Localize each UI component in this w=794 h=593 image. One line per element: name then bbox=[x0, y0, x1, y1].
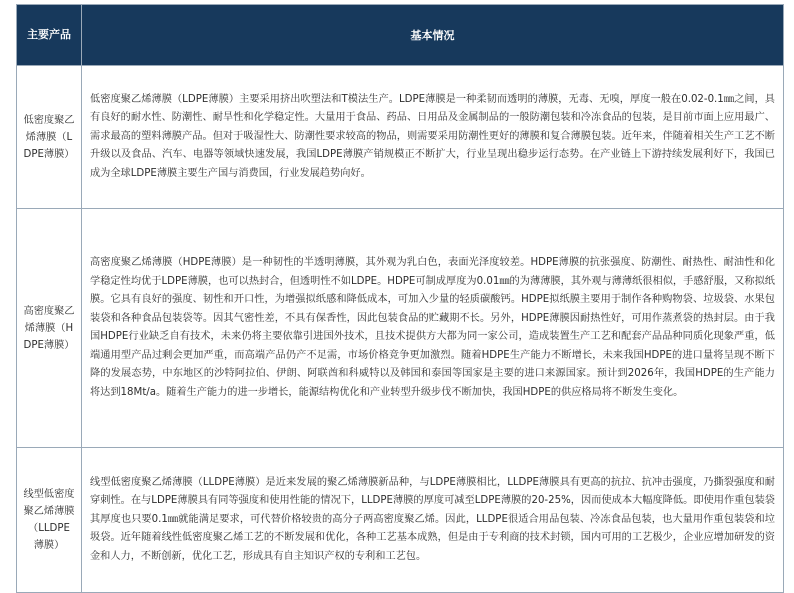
table-header-row bbox=[17, 5, 784, 66]
product-overview-table bbox=[16, 4, 784, 593]
product-name-ldpe: 低密度聚乙烯薄膜（LDPE薄膜） bbox=[17, 66, 82, 209]
product-description-hdpe: 高密度聚乙烯薄膜（HDPE薄膜）是一种韧性的半透明薄膜，其外观为乳白色，表面光泽度较差。HDPE薄膜的抗张强度、防潮性、耐热性、耐油性和化学稳定性均优于LDPE薄膜，也可以热封合，但透明性不如LDPE。HDPE可制成厚度为0.01㎜的为薄薄膜，其外观与薄薄纸很相似，手感舒服，又称拟纸膜。它具有良好的强度、韧性和开口性，为增强拟纸感和降低成本，可加入少量的轻质碳酸钙。HDPE拟纸膜主要用于制作各种购物袋、垃圾袋、水果包装袋和各种食品包装袋等。因其气密性差，不具有保香性，因此包装食品的贮藏期不长。另外，HDPE薄膜因耐热性好，可用作蒸煮袋的热封层。由于我国HDPE行业缺乏自有技术，未来仍将主要依靠引进国外技术，且技术提供方大都为同一家公司，造成装置生产工艺和配套产品品种同质化现象严重，低端通用型产品过剩会更加严重，而高端产品仍产不足需，市场价格竞争更加激烈。随着HDPE生产能力不断增长，未来我国HDPE的进口量将呈现不断下降的发展态势，中东地区的沙特阿拉伯、伊朗、阿联酋和科威特以及韩国和泰国等国家是主要的进口来源国家。预计到2026年，我国HDPE的生产能力将达到18Mt/a。随着生产能力的进一步增长，能源结构优化和产业转型升级步伐不断加快，我国HDPE的供应格局将不断发生变化。 bbox=[82, 209, 784, 448]
table-row-lldpe bbox=[17, 448, 784, 593]
product-name-hdpe: 高密度聚乙烯薄膜（HDPE薄膜） bbox=[17, 209, 82, 448]
product-name-lldpe: 线型低密度聚乙烯薄膜（LLDPE薄膜） bbox=[17, 448, 82, 593]
product-description-ldpe: 低密度聚乙烯薄膜（LDPE薄膜）主要采用挤出吹塑法和T模法生产。LDPE薄膜是一种柔韧而透明的薄膜，无毒、无嗅，厚度一般在0.02-0.1㎜之间，具有良好的耐水性、防潮性、耐旱性和化学稳定性。大量用于食品、药品、日用品及金属制品的一般防潮包装和冷冻食品的包装，是目前市面上应用最广、需求最高的塑料薄膜产品。但对于吸湿性大、防潮性要求较高的物品，则需要采用防潮性更好的薄膜和复合薄膜包装。近年来，伴随着相关生产工艺不断升级以及食品、汽车、电器等领域快速发展，我国LDPE薄膜产销规模正不断扩大，行业呈现出稳步运行态势。在产业链上下游持续发展利好下，我国已成为全球LDPE薄膜主要生产国与消费国，行业发展趋势向好。 bbox=[82, 66, 784, 209]
table-row-ldpe bbox=[17, 66, 784, 209]
header-main-product: 主要产品 bbox=[17, 5, 82, 66]
header-overview: 基本情况 bbox=[82, 5, 784, 66]
table-row-hdpe bbox=[17, 209, 784, 448]
product-overview-table-container bbox=[16, 4, 784, 593]
product-description-lldpe: 线型低密度聚乙烯薄膜（LLDPE薄膜）是近来发展的聚乙烯薄膜新品种，与LDPE薄膜相比，LLDPE薄膜具有更高的抗拉、抗冲击强度，乃撕裂强度和耐穿刺性。在与LDPE薄膜具有同等强度和使用性能的情况下，LLDPE薄膜的厚度可减至LDPE薄膜的20-25%，因而使成本大幅度降低。即使用作重包装袋其厚度也只要0.1㎜就能满足要求，可代替价格较贵的高分子两高密度聚乙烯。因此，LLDPE很适合用品包装、冷冻食品包装，也大量用作重包装袋和垃圾袋。近年随着线性低密度聚乙烯工艺的不断发展和优化，各种工艺基本成熟，但是由于专利商的技术封锁，国内可用的工艺极少，企业应增加研发的资金和人力，不断创新，优化工艺，形成具有自主知识产权的专利和工艺包。 bbox=[82, 448, 784, 593]
